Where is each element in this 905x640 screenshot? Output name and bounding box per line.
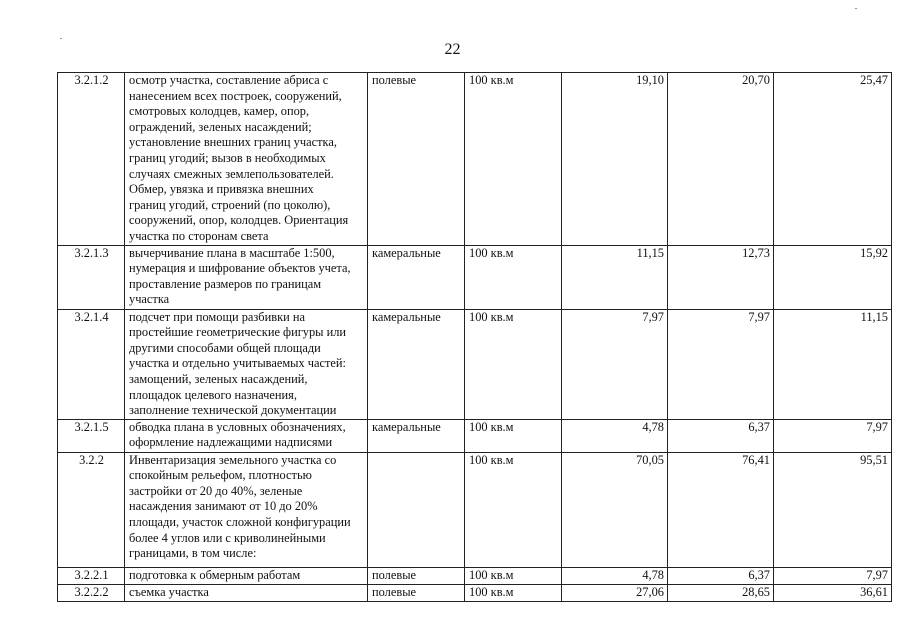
cell-value-1-text: 70,05 bbox=[636, 452, 664, 467]
cell-unit-text: 100 кв.м bbox=[469, 309, 514, 324]
cell-value-3-text: 25,47 bbox=[860, 73, 888, 87]
cell-code bbox=[58, 452, 125, 567]
cell-value-2-text: 6,37 bbox=[748, 419, 770, 434]
cell-value-3-text: 15,92 bbox=[860, 245, 888, 260]
cell-value-1 bbox=[562, 567, 668, 584]
cell-value-2 bbox=[668, 419, 774, 452]
cell-unit-text: 100 кв.м bbox=[469, 452, 514, 467]
cell-value-2 bbox=[668, 309, 774, 419]
cell-work-type bbox=[368, 73, 465, 246]
cell-work-type-text: камеральные bbox=[372, 309, 441, 324]
cell-work-type-text: полевые bbox=[372, 584, 417, 599]
cell-unit bbox=[465, 584, 562, 601]
cell-value-2 bbox=[668, 245, 774, 309]
table-body bbox=[58, 73, 892, 602]
cell-description-text: Инвентаризация земельного участка со спокойным рельефом, плотностью застройки от 20 до 40%, зеленые насаждения занимают от 10 до 20% площади, участок сложной конфигурации более 4 углов или с криволинейными границами, в том числе: bbox=[129, 452, 351, 561]
cell-description-text: подготовка к обмерным работам bbox=[129, 567, 301, 582]
table-row bbox=[58, 419, 892, 452]
cell-value-3-text: 7,97 bbox=[866, 567, 888, 582]
cell-description bbox=[125, 73, 368, 246]
cell-value-3-text: 7,97 bbox=[866, 419, 888, 434]
cell-description-text: съемка участка bbox=[129, 584, 209, 599]
cell-unit-text: 100 кв.м bbox=[469, 584, 514, 599]
cell-unit-text: 100 кв.м bbox=[469, 73, 514, 87]
table-row bbox=[58, 73, 892, 246]
cell-work-type bbox=[368, 452, 465, 567]
cell-value-1 bbox=[562, 73, 668, 246]
cell-value-3 bbox=[774, 419, 892, 452]
cell-value-1-text: 4,78 bbox=[642, 567, 664, 582]
cell-value-2-text: 76,41 bbox=[742, 452, 770, 467]
cell-description-text: подсчет при помощи разбивки на простейшие геометрические фигуры или другими способами общей площади участка и отдельно учитываемых частей: замощений, зеленых насаждений, площадок целевого назначения, заполнение технической документации bbox=[129, 309, 347, 418]
cell-value-1-text: 27,06 bbox=[636, 584, 664, 599]
cell-work-type-text: камеральные bbox=[372, 245, 441, 260]
cell-value-1-text: 7,97 bbox=[642, 309, 664, 324]
cell-value-3-text: 11,15 bbox=[860, 309, 888, 324]
cell-code-text: 3.2.2.2 bbox=[74, 584, 109, 599]
cell-code bbox=[58, 567, 125, 584]
cell-value-2 bbox=[668, 584, 774, 601]
cell-description-text: вычерчивание плана в масштабе 1:500, нумерация и шифрование объектов учета, проставление размеров по границам участка bbox=[129, 245, 351, 307]
cell-value-3 bbox=[774, 452, 892, 567]
table-row bbox=[58, 584, 892, 601]
cell-code bbox=[58, 584, 125, 601]
cell-work-type bbox=[368, 584, 465, 601]
cell-work-type bbox=[368, 245, 465, 309]
cell-code-text: 3.2.2 bbox=[79, 452, 104, 467]
cell-value-3 bbox=[774, 245, 892, 309]
cell-description bbox=[125, 452, 368, 567]
cell-value-1 bbox=[562, 452, 668, 567]
rates-table bbox=[57, 72, 892, 602]
cell-value-2 bbox=[668, 73, 774, 246]
cell-unit-text: 100 кв.м bbox=[469, 419, 514, 434]
cell-value-1-text: 19,10 bbox=[636, 73, 664, 87]
cell-value-2 bbox=[668, 452, 774, 567]
cell-value-1 bbox=[562, 584, 668, 601]
cell-unit bbox=[465, 419, 562, 452]
cell-work-type-text: полевые bbox=[372, 567, 417, 582]
table-row bbox=[58, 452, 892, 567]
scan-speck bbox=[855, 8, 857, 9]
cell-value-2-text: 7,97 bbox=[748, 309, 770, 324]
page-number: 22 bbox=[444, 41, 461, 58]
cell-unit-text: 100 кв.м bbox=[469, 245, 514, 260]
cell-code bbox=[58, 245, 125, 309]
cell-value-1-text: 11,15 bbox=[636, 245, 664, 260]
cell-work-type bbox=[368, 567, 465, 584]
cell-code-text: 3.2.1.3 bbox=[74, 245, 109, 260]
cell-code-text: 3.2.1.4 bbox=[74, 309, 109, 324]
cell-value-3 bbox=[774, 73, 892, 246]
cell-value-3 bbox=[774, 567, 892, 584]
cell-value-1 bbox=[562, 309, 668, 419]
cell-description bbox=[125, 584, 368, 601]
scan-speck bbox=[60, 38, 62, 39]
cell-description bbox=[125, 419, 368, 452]
cell-value-3 bbox=[774, 584, 892, 601]
cell-code-text: 3.2.1.5 bbox=[74, 419, 109, 434]
cell-work-type bbox=[368, 419, 465, 452]
cell-code bbox=[58, 309, 125, 419]
cell-description-text: осмотр участка, составление абриса с нанесением всех построек, сооружений, смотровых колодцев, камер, опор, ограждений, зеленых насаждений; установление внешних границ участка, границ угодий; вызов в необходимых случаях смежных землепользователей. Обмер, увязка и привязка внешних границ угодий, строений (по цоколю), сооружений, опор, колодцев. Ориентация участка по сторонам света bbox=[129, 73, 349, 243]
table-row bbox=[58, 309, 892, 419]
table-row bbox=[58, 245, 892, 309]
cell-value-2 bbox=[668, 567, 774, 584]
cell-value-2-text: 20,70 bbox=[742, 73, 770, 87]
cell-code-text: 3.2.1.2 bbox=[74, 73, 109, 87]
cell-value-3 bbox=[774, 309, 892, 419]
cell-code bbox=[58, 73, 125, 246]
cell-unit bbox=[465, 245, 562, 309]
cell-value-3-text: 36,61 bbox=[860, 584, 888, 599]
cell-value-1-text: 4,78 bbox=[642, 419, 664, 434]
cell-value-1 bbox=[562, 245, 668, 309]
cell-code-text: 3.2.2.1 bbox=[74, 567, 109, 582]
cell-value-2-text: 12,73 bbox=[742, 245, 770, 260]
cell-code bbox=[58, 419, 125, 452]
table-row bbox=[58, 567, 892, 584]
cell-description bbox=[125, 245, 368, 309]
cell-unit bbox=[465, 309, 562, 419]
cell-value-2-text: 28,65 bbox=[742, 584, 770, 599]
cell-work-type bbox=[368, 309, 465, 419]
cell-value-2-text: 6,37 bbox=[748, 567, 770, 582]
cell-unit bbox=[465, 73, 562, 246]
cell-unit bbox=[465, 452, 562, 567]
cell-work-type-text: камеральные bbox=[372, 419, 441, 434]
cell-description bbox=[125, 567, 368, 584]
cell-value-3-text: 95,51 bbox=[860, 452, 888, 467]
cell-unit-text: 100 кв.м bbox=[469, 567, 514, 582]
cell-description-text: обводка плана в условных обозначениях, оформление надлежащими надписями bbox=[129, 419, 346, 450]
cell-unit bbox=[465, 567, 562, 584]
cell-description bbox=[125, 309, 368, 419]
cell-value-1 bbox=[562, 419, 668, 452]
cell-work-type-text: полевые bbox=[372, 73, 417, 87]
